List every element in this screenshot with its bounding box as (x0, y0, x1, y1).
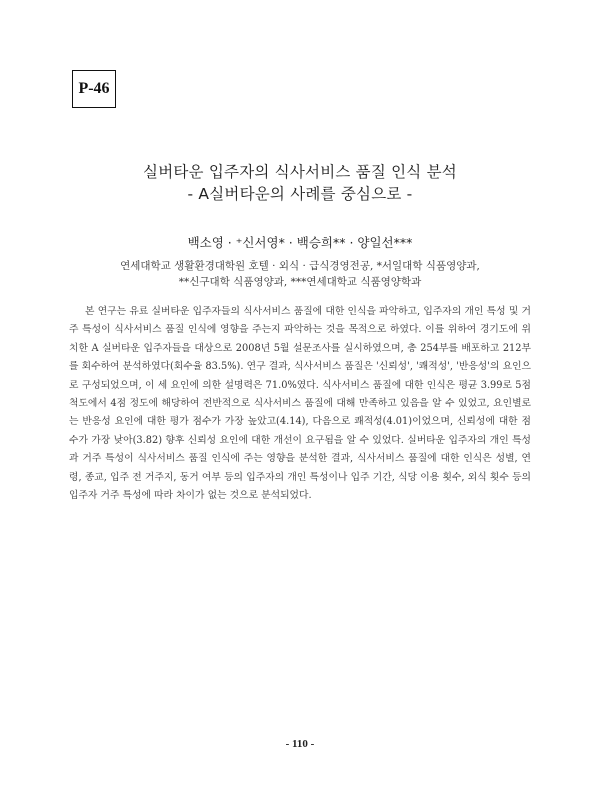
page-number: - 110 - (285, 738, 315, 750)
author-list: 백소영 · ⁺신서영* · 백승희** · 양일선*** (187, 235, 413, 250)
affiliation-line-2: **신구대학 식품영양과, ***연세대학교 식품영양학과 (178, 276, 422, 288)
paper-code: P-46 (78, 80, 110, 97)
abstract-body: 본 연구는 유료 실버타운 입주자들의 식사서비스 품질에 대한 인식을 파악하고, 입주자의 개인 특성 및 거주 특성이 식사서비스 품질 인식에 영향을 주는지 파악하는 것을 목적으로 하였다. 이를 위하여 경기도에 위치한 A 실버타운 입주자들을 대상으로 2008년 5월 설문조사를 실시하였으며, 총 254부를 배포하고 212부를 회수하여 분석하였다(회수율 83.5%). 연구 결과, 식사서비스 품질은 '신뢰성', '쾌적성', '반응성'의 요인으로 구성되었으며, 이 세 요인에 의한 설명력은 71.0%였다. 식사서비스 품질에 대한 인식은 평균 3.99로 5점 척도에서 4점 정도에 해당하여 전반적으로 식사서비스 품질에 대해 만족하고 있음을 알 수 있었고, 요인별로는 반응성 요인에 대한 평가 점수가 가장 높았고(4.14), 다음으로 쾌적성(4.01)이었으며, 신뢰성에 대한 점수가 가장 낮아(3.82) 향후 신뢰성 요인에 대한 개선이 요구됨을 알 수 있었다. 실버타운 입주자의 개인 특성과 거주 특성이 식사서비스 품질 인식에 주는 영향을 분석한 결과, 식사서비스 품질에 대한 인식은 성별, 연령, 종교, 입주 전 거주지, 동거 여부 등의 입주자의 개인 특성이나 입주 기간, 식당 이용 횟수, 외식 횟수 등의 입주자 거주 특성에 따라 차이가 없는 것으로 분석되었다. (69, 306, 531, 502)
paper-subtitle: - A실버타운의 사례를 중심으로 - (187, 185, 413, 203)
paper-code-box (72, 70, 116, 108)
affiliation-line-1: 연세대학교 생활환경대학원 호텔 · 외식 · 급식경영전공, *서일대학 식품영양과, (120, 260, 480, 272)
paper-title: 실버타운 입주자의 식사서비스 품질 인식 분석 (143, 163, 457, 181)
